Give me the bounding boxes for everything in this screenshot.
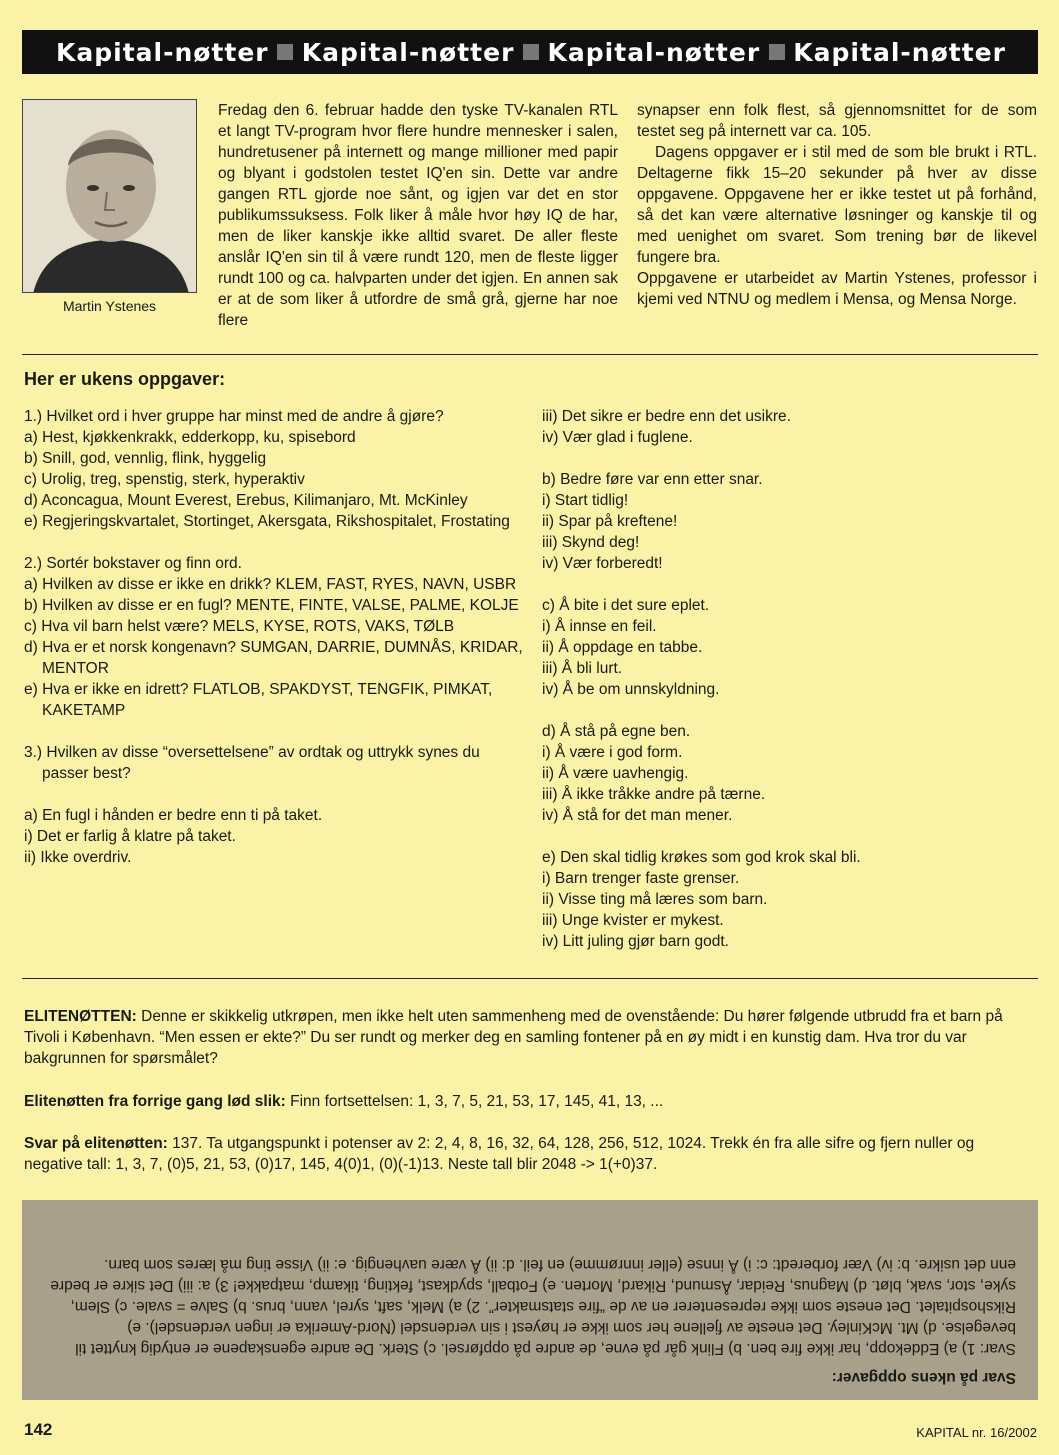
task-line: c) Urolig, treg, spenstig, sterk, hyperaktiv bbox=[24, 471, 305, 488]
task-line: a) Hest, kjøkkenkrakk, edderkopp, ku, spisebord bbox=[24, 429, 356, 446]
divider bbox=[22, 978, 1038, 979]
elite-puzzle bbox=[24, 1006, 1036, 1069]
task-line: 1.) Hvilket ord i hver gruppe har minst med de andre å gjøre? bbox=[24, 408, 444, 425]
section-banner bbox=[22, 30, 1038, 74]
spacer bbox=[24, 784, 524, 805]
answers-box bbox=[22, 1200, 1038, 1400]
task-line: i) Det er farlig å klatre på taket. bbox=[24, 828, 236, 845]
task-line: i) Å innse en feil. bbox=[542, 618, 657, 635]
task-line: ii) Spar på kreftene! bbox=[542, 513, 678, 530]
task-line: iii) Å bli lurt. bbox=[542, 660, 623, 677]
task-line: iv) Vær forberedt! bbox=[542, 555, 663, 572]
person-portrait-icon bbox=[23, 100, 197, 293]
task-line: d) Hva er et norsk kongenavn? SUMGAN, DARRIE, DUMNÅS, KRIDAR, MENTOR bbox=[24, 639, 523, 677]
elite-prev-label: Elitenøtten fra forrige gang lød slik: bbox=[24, 1093, 286, 1110]
answers-text: Svar: 1) a) Eddekopp, har ikke fire ben. b) Flink går på evne, de andre på oppførsel. c) Sterk. De andre egenskapene er entydig knyttet til bevegelse. d) Mt. McKinley. Det eneste av fjellene her som ikke er høyest i sin verdensdel (Nord-Amerika er ingen verdensdel). e) Rikshospitalet. Det eneste som ikke representerer en av de “fire statsmakter”. 2) a) Melk, saft, syrel, vann, brus. b) Salve = svale. c) Slem, syke, stor, svak, bløt. d) Magnus, Reidar, Åsmund, Rikard, Morten. e) Fotball, spydkast, fekting, tikamp, matpakke! 3) a: iii) Det sikre er bedre enn det usikre. b: iv) Vær forberedt: c: i) Å innse (eller innrømme) en feil. d: ii) Å være uavhengig. e: ii) Visse ting må læres som barn. bbox=[50, 1256, 1016, 1357]
banner-title-4: Kapital-nøtter bbox=[793, 37, 1006, 67]
elite-answer bbox=[24, 1133, 1036, 1175]
spacer bbox=[542, 448, 1037, 469]
issue-label: KAPITAL nr. 16/2002 bbox=[916, 1425, 1037, 1440]
task-line: e) Den skal tidlig krøkes som god krok skal bli. bbox=[542, 849, 861, 866]
task-line: iii) Det sikre er bedre enn det usikre. bbox=[542, 408, 791, 425]
task-line: ii) Visse ting må læres som barn. bbox=[542, 891, 768, 908]
banner-title-3: Kapital-nøtter bbox=[547, 37, 761, 67]
task-line: b) Bedre føre var enn etter snar. bbox=[542, 471, 763, 488]
answers-title: Svar på ukens oppgaver: bbox=[831, 1369, 1016, 1386]
author-portrait bbox=[22, 99, 197, 293]
task-line: iv) Litt juling gjør barn godt. bbox=[542, 933, 729, 950]
elite-prev-text: Finn fortsettelsen: 1, 3, 7, 5, 21, 53, 17, 145, 41, 13, ... bbox=[285, 1093, 664, 1110]
intro-paragraph: synapser enn folk flest, så gjennomsnittet for de som testet seg på internett var ca. 105. bbox=[637, 102, 1037, 140]
task-line: a) Hvilken av disse er ikke en drikk? KLEM, FAST, RYES, NAVN, USBR bbox=[24, 576, 517, 593]
square-separator-icon bbox=[769, 44, 785, 60]
square-separator-icon bbox=[277, 44, 293, 60]
task-line: i) Start tidlig! bbox=[542, 492, 629, 509]
elite-label: ELITENØTTEN: bbox=[24, 1008, 137, 1025]
task-line: iv) Vær glad i fuglene. bbox=[542, 429, 693, 446]
task-line: e) Regjeringskvartalet, Stortinget, Akersgata, Rikshospitalet, Frostating bbox=[24, 513, 510, 530]
spacer bbox=[24, 532, 524, 553]
task-line: c) Hva vil barn helst være? MELS, KYSE, ROTS, VAKS, TØLB bbox=[24, 618, 455, 635]
intro-column-right bbox=[637, 100, 1037, 310]
task-line: d) Å stå på egne ben. bbox=[542, 723, 691, 740]
tasks-column-right bbox=[542, 406, 1037, 952]
task-line: i) Å være i god form. bbox=[542, 744, 683, 761]
intro-paragraph: Oppgavene er utarbeidet av Martin Ystenes, professor i kjemi ved NTNU og medlem i Mensa, og Mensa Norge. bbox=[637, 270, 1037, 308]
banner-title-1: Kapital-nøtter bbox=[56, 37, 269, 67]
intro-paragraph: Fredag den 6. februar hadde den tyske TV-kanalen RTL et langt TV-program hvor flere hundre mennesker i salen, hundretusener på internett og mange millioner med papir og blyant i godstolen testet IQ'en sin. Dette var andre gangen RTL gjorde noe sånt, og igjen var det en stor publikumssuksess. Folk liker å måle hvor høy IQ de har, men de liker kanskje ikke alltid svaret. De aller fleste anslår IQ'en sin til å være rundt 120, men de fleste ligger rundt 100 og ca. halvparten under det igjen. En annen sak er at de som liker å utfordre de små grå, gjerne har noe flere bbox=[218, 102, 618, 329]
banner-title-2: Kapital-nøtter bbox=[301, 37, 515, 67]
square-separator-icon bbox=[523, 44, 539, 60]
elite-answer-text: 137. Ta utgangspunkt i potenser av 2: 2, 4, 8, 16, 32, 64, 128, 256, 512, 1024. Trekk én fra alle sifre og fjern nuller og negative tall: 1, 3, 7, (0)5, 21, 53, (0)17, 145, 4(0)1, (0)(-1)13. Neste tall blir 2048 -> 1(+0)37. bbox=[24, 1135, 975, 1173]
task-line: iv) Å stå for det man mener. bbox=[542, 807, 733, 824]
elite-text: Denne er skikkelig utkrøpen, men ikke helt uten sammenheng med de ovenstående: Du hører følgende utbrudd fra et barn på Tivoli i København. “Men essen er ekte?” Du ser rundt og merker deg en samling fontener på en øy midt i en kunstig dam. Hva tror du var bakgrunnen for spørsmålet? bbox=[24, 1008, 1003, 1067]
tasks-heading: Her er ukens oppgaver: bbox=[24, 369, 226, 389]
page-number: 142 bbox=[24, 1420, 53, 1439]
task-line: b) Snill, god, vennlig, flink, hyggelig bbox=[24, 450, 267, 467]
task-line: iii) Unge kvister er mykest. bbox=[542, 912, 724, 929]
task-line: iii) Å ikke tråkke andre på tærne. bbox=[542, 786, 766, 803]
task-line: 3.) Hvilken av disse “oversettelsene” av ordtak og uttrykk synes du passer best? bbox=[24, 744, 480, 782]
portrait-caption: Martin Ystenes bbox=[62, 298, 157, 314]
task-line: ii) Ikke overdriv. bbox=[24, 849, 132, 866]
spacer bbox=[542, 700, 1037, 721]
task-line: b) Hvilken av disse er en fugl? MENTE, FINTE, VALSE, PALME, KOLJE bbox=[24, 597, 519, 614]
task-line: 2.) Sortér bokstaver og finn ord. bbox=[24, 555, 242, 572]
task-line: a) En fugl i hånden er bedre enn ti på taket. bbox=[24, 807, 323, 824]
task-line: c) Å bite i det sure eplet. bbox=[542, 597, 710, 614]
spacer bbox=[542, 574, 1037, 595]
divider bbox=[22, 354, 1038, 355]
elite-previous bbox=[24, 1091, 1036, 1112]
task-line: ii) Å oppdage en tabbe. bbox=[542, 639, 703, 656]
spacer bbox=[542, 826, 1037, 847]
task-line: ii) Å være uavhengig. bbox=[542, 765, 689, 782]
task-line: d) Aconcagua, Mount Everest, Erebus, Kilimanjaro, Mt. McKinley bbox=[24, 492, 468, 509]
task-line: iii) Skynd deg! bbox=[542, 534, 640, 551]
intro-paragraph: Dagens oppgaver er i stil med de som ble brukt i RTL. Deltagerne fikk 15–20 sekunder på hver av disse oppgavene. Oppgavene her er ikke testet ut på forhånd, så det kan være alternative løsninger og kanskje til og med uenighet om svaret. Som trening bør de likevel fungere bra. bbox=[637, 144, 1037, 266]
intro-column-left bbox=[218, 100, 618, 331]
tasks-column-left bbox=[24, 406, 524, 868]
elite-answer-label: Svar på elitenøtten: bbox=[24, 1135, 168, 1152]
task-line: iv) Å be om unnskyldning. bbox=[542, 681, 720, 698]
task-line: e) Hva er ikke en idrett? FLATLOB, SPAKDYST, TENGFIK, PIMKAT, KAKETAMP bbox=[24, 681, 493, 719]
answers-upside-down bbox=[22, 1200, 1038, 1400]
spacer bbox=[24, 721, 524, 742]
task-line: i) Barn trenger faste grenser. bbox=[542, 870, 740, 887]
